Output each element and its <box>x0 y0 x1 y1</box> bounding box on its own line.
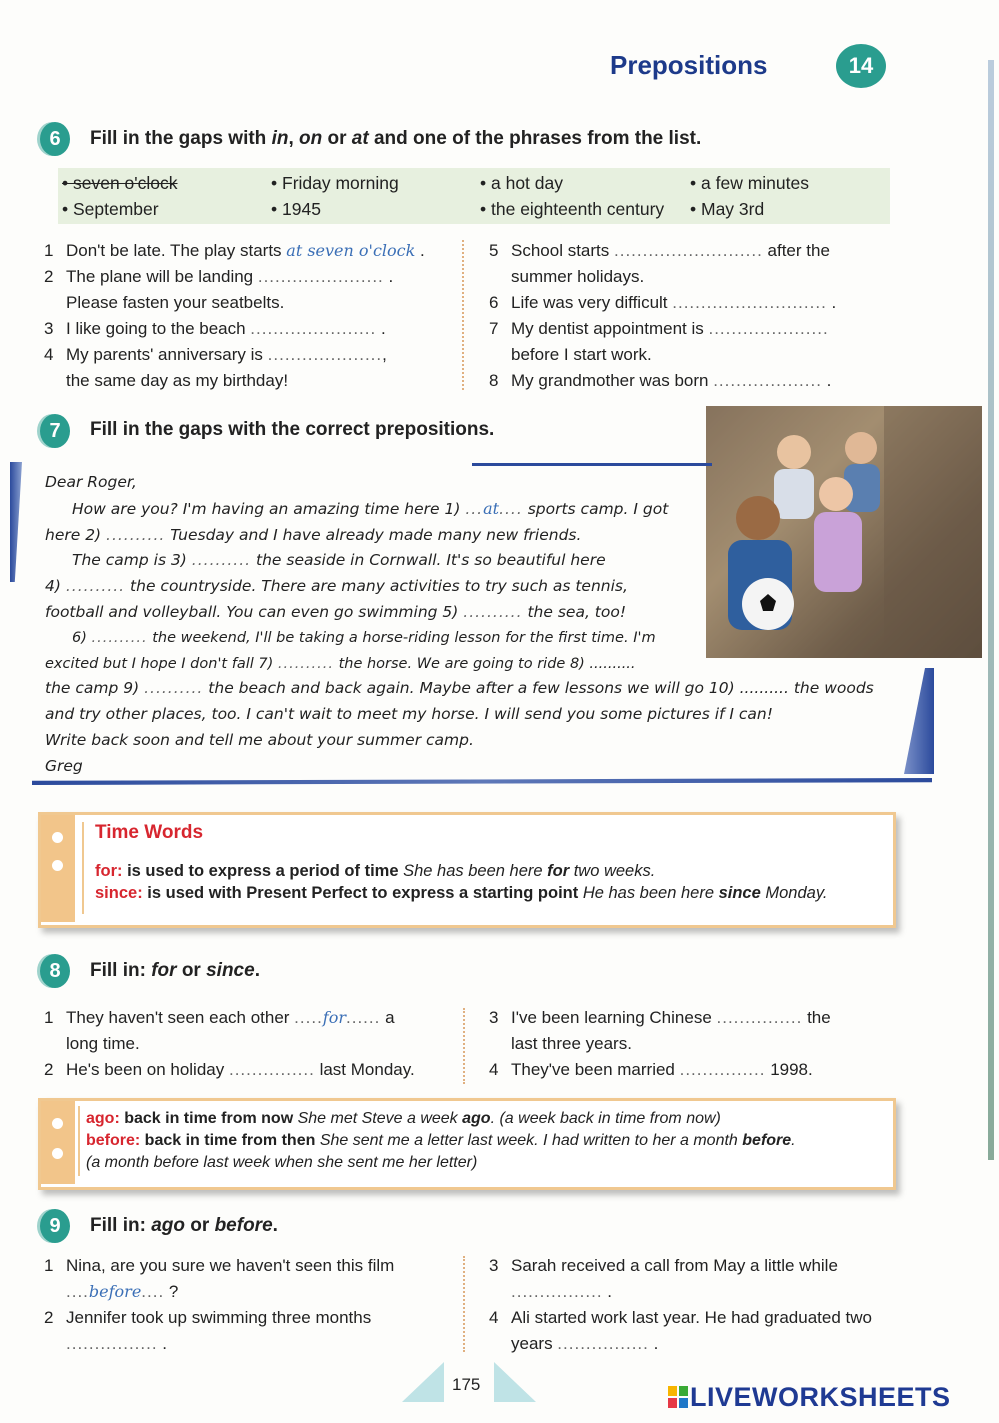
phrase-item: • Friday morning <box>271 173 399 193</box>
answer-input[interactable]: ............... <box>228 1060 315 1079</box>
phrase-item: • a hot day <box>480 173 563 193</box>
exercise-9-number: 9 <box>40 1209 70 1243</box>
phrase-item: • a few minutes <box>690 173 809 193</box>
exercise-8-number: 8 <box>40 954 70 988</box>
answer-input[interactable]: .......... <box>65 577 126 596</box>
answer-input[interactable]: ............... <box>679 1060 766 1079</box>
ex6-item-3: 3 I like going to the beach ...................... . <box>44 319 386 338</box>
answer-input[interactable]: ................ <box>511 1282 603 1301</box>
phrase-item: • May 3rd <box>690 199 765 219</box>
answer-input[interactable]: before <box>88 1282 142 1301</box>
answer-input[interactable]: .......................... <box>614 241 763 260</box>
page-tab-left <box>402 1362 444 1402</box>
right-edge-bar <box>988 60 994 1160</box>
answer-input[interactable]: .......... <box>91 629 148 646</box>
phrase-item: • the eighteenth century <box>480 199 665 219</box>
ex6-item-5: 5 School starts .......................... after the summer holidays. <box>489 241 830 286</box>
ex6-item-8: 8 My grandmother was born ................... . <box>489 371 832 390</box>
liveworksheets-logo[interactable]: LIVEWORKSHEETS <box>690 1382 951 1412</box>
answer-input[interactable]: .......... <box>106 525 166 544</box>
exercise-9-title: Fill in: ago or before. <box>90 1215 278 1236</box>
ex8-item-4: 4 They've been married ............... 1998. <box>489 1060 813 1079</box>
exercise-7-number: 7 <box>40 414 70 448</box>
exercise-8-title: Fill in: for or since. <box>90 960 260 981</box>
letter-salutation: Dear Roger, <box>45 473 137 491</box>
time-words-title: Time Words <box>95 822 204 843</box>
answer-input[interactable]: ........................... <box>672 293 827 312</box>
box-divider <box>78 1106 80 1176</box>
phrase-item: • 1945 <box>271 199 321 219</box>
photo <box>706 406 982 658</box>
ex8-item-2: 2 He's been on holiday ............... last Monday. <box>44 1060 415 1079</box>
ex8-item-3: 3 I've been learning Chinese ............... the last three years. <box>489 1008 831 1053</box>
page-number: 175 <box>452 1375 481 1394</box>
ago-rule: ago: back in time from now She met Steve a week ago. (a week back in time from now) <box>86 1110 721 1127</box>
ex6-item-1: 1 Don't be late. The play starts at seven o'clock . <box>44 241 425 260</box>
answer-input[interactable]: .......... <box>144 679 204 698</box>
bullet-dot <box>52 860 63 871</box>
liveworksheets-logo-icon <box>668 1386 688 1408</box>
ex9-item-2: 2 Jennifer took up swimming three months ................ . <box>44 1308 372 1353</box>
ex8-item-1: 1 They haven't seen each other .....for...... a long time. <box>44 1008 395 1053</box>
answer-input[interactable]: ............... <box>716 1008 803 1027</box>
ex6-item-7: 7 My dentist appointment is ..................... before I start work. <box>489 319 829 364</box>
ex6-item-6: 6 Life was very difficult ........................... . <box>489 293 837 312</box>
phrase-item: • seven o'clock <box>62 173 178 193</box>
column-separator <box>463 1256 465 1352</box>
for-rule: for: is used to express a period of time She has been here for two weeks. <box>95 862 656 880</box>
bullet-dot <box>52 1118 63 1129</box>
answer-input[interactable]: ................ <box>66 1334 158 1353</box>
answer-input[interactable]: ...................... <box>250 319 377 338</box>
column-separator <box>462 240 464 390</box>
exercise-7-title: Fill in the gaps with the correct prepositions. <box>90 419 495 440</box>
answer-input[interactable]: .......... <box>277 655 334 672</box>
answer-input[interactable]: ..................... <box>708 319 829 338</box>
ex9-item-3: 3 Sarah received a call from May a little while ................ . <box>489 1256 838 1301</box>
column-separator <box>463 1008 465 1084</box>
answer-input[interactable]: for <box>322 1008 346 1027</box>
letter-body: How are you? I'm having an amazing time here 1) ...at.... sports camp. I got here 2) .......... Tuesday and I have already made many new friends. The camp is 3) .......... the seaside in Cornwall. It's so beautiful here 4) .......... the countryside. There are many activities to try such as tennis, football and volleyball. You can even go swimming 5) .......... the sea, too! 6) .......... the weekend, I'll be taking a horse-riding lesson for the first time. I'm excited but I hope I don't fall 7) .......... the horse. We are going to ride 8) .......... <box>45 498 669 672</box>
ex6-item-4: 4 My parents' anniversary is ...................., the same day as my birthday! <box>44 345 387 390</box>
page-title: Prepositions <box>610 50 768 80</box>
bullet-dot <box>52 1148 63 1159</box>
letter-border-left <box>10 462 22 582</box>
info-strip <box>41 1101 75 1184</box>
ex9-item-4: 4 Ali started work last year. He had graduated two years ................ . <box>489 1308 872 1353</box>
answer-input[interactable]: .................... <box>267 345 383 364</box>
exercise-6-title: Fill in the gaps with in, on or at and one of the phrases from the list. <box>90 128 702 149</box>
before-rule: before: back in time from then She sent me a letter last week. I had written to her a month before. <box>86 1132 796 1149</box>
letter-body-wide: the camp 9) .......... the beach and back again. Maybe after a few lessons we will go 10) .......... the woods and try other places, too. I can't wait to meet my horse. I will send you some pictures if I can! Write back soon and tell me about your summer camp. Greg <box>45 676 925 779</box>
answer-input[interactable]: ...................... <box>257 267 384 286</box>
before-note: (a month before last week when she sent me her letter) <box>86 1154 478 1171</box>
box-divider <box>82 822 84 914</box>
letter-border-top <box>472 463 712 466</box>
since-rule: since: is used with Present Perfect to express a starting point He has been here since Monday. <box>95 884 828 902</box>
page-tab-right <box>494 1362 536 1402</box>
answer-input[interactable]: .......... <box>191 551 252 570</box>
answer-input[interactable]: at <box>483 498 500 518</box>
ex9-item-1: 1 Nina, are you sure we haven't seen this film ....before.... ? <box>44 1256 395 1301</box>
exercise-6-number: 6 <box>40 122 70 156</box>
ex6-item-2: 2 The plane will be landing ...................... . Please fasten your seatbelts. <box>44 267 394 312</box>
answer-input[interactable]: .......... <box>463 602 523 621</box>
bullet-dot <box>52 832 63 843</box>
unit-badge: 14 <box>836 44 886 88</box>
answer-input[interactable]: ................ <box>557 1334 649 1353</box>
answer-input[interactable]: at seven o'clock <box>286 241 416 260</box>
phrase-item: • September <box>62 199 159 219</box>
answer-input[interactable]: ................... <box>713 371 822 390</box>
letter-signature: Greg <box>45 756 83 775</box>
